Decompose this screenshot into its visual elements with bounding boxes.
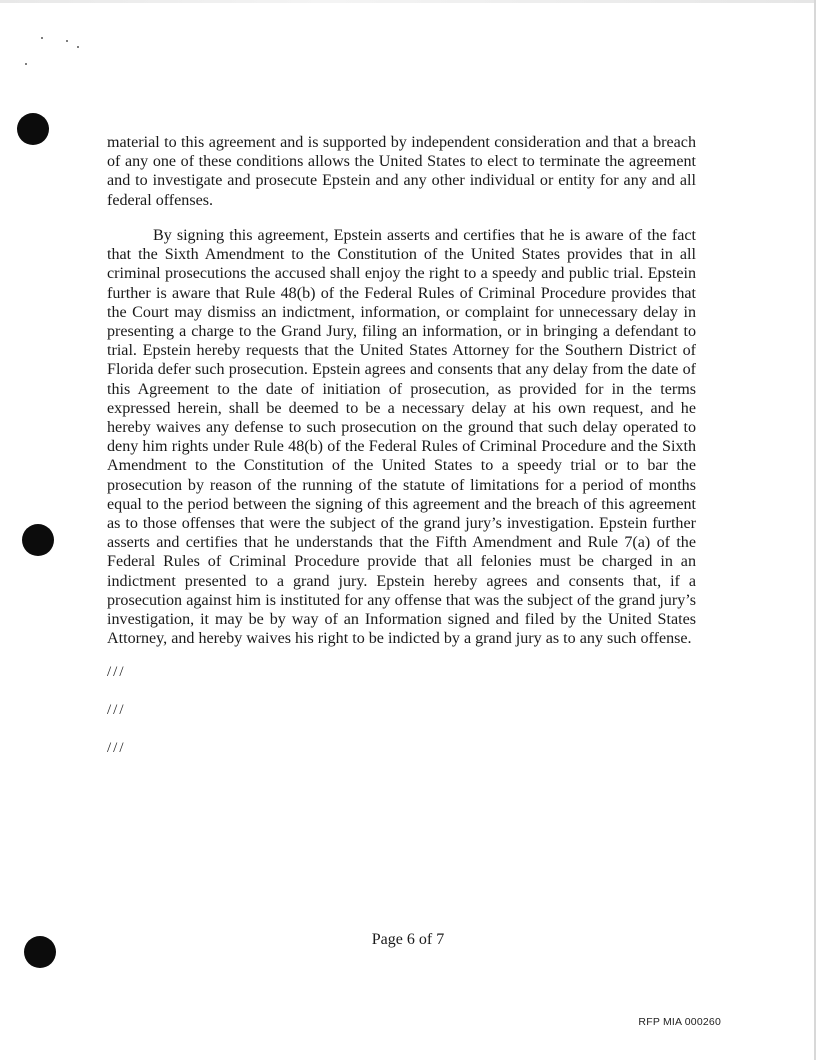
separator-2: /// <box>107 702 126 718</box>
scan-speck <box>77 46 79 48</box>
punch-hole-middle <box>22 524 54 556</box>
punch-hole-top <box>17 113 49 145</box>
page-number: Page 6 of 7 <box>371 931 445 948</box>
scan-speck <box>66 40 68 42</box>
scan-speck <box>25 63 27 65</box>
separator-1: /// <box>107 664 126 680</box>
scan-top-edge <box>0 0 816 3</box>
bates-stamp: RFP MIA 000260 <box>638 1016 721 1028</box>
paragraph-1: material to this agreement and is supported by independent consideration and that a breach of any one of these conditions allows the United States to elect to terminate the agreement and to investigate and prosecute Epstein and any other individual or entity for any and all federal offenses. <box>107 134 696 209</box>
separator-3: /// <box>107 740 126 756</box>
paragraph-2: By signing this agreement, Epstein asserts and certifies that he is aware of the fact that the Sixth Amendment to the Constitution of the United States provides that in all criminal prosecutions the accused shall enjoy the right to a speedy and public trial. Epstein further is aware that Rule 48(b) of the Federal Rules of Criminal Procedure provides that the Court may dismiss an indictment, information, or complaint for unnecessary delay in presenting a charge to the Grand Jury, filing an information, or in bringing a defendant to trial. Epstein hereby requests that the United States Attorney for the Southern District of Florida defer such prosecution. Epstein agrees and consents that any delay from the date of this Agreement to the date of initiation of prosecution, as provided for in the terms expressed herein, shall be deemed to be a necessary delay at his own request, and he hereby waives any defense to such prosecution on the ground that such delay operated to deny him rights under Rule 48(b) of the Federal Rules of Criminal Procedure and the Sixth Amendment to the Constitution of the United States to a speedy trial or to bar the prosecution by reason of the running of the statute of limitations for a period of months equal to the period between the signing of this agreement and the breach of this agreement as to those offenses that were the subject of the grand jury’s investigation. Epstein further asserts and certifies that he understands that the Fifth Amendment and Rule 7(a) of the Federal Rules of Criminal Procedure provide that all felonies must be charged in an indictment presented to a grand jury. Epstein hereby agrees and consents that, if a prosecution against him is instituted for any offense that was the subject of the grand jury’s investigation, it may be by way of an Information signed and filed by the United States Attorney, and hereby waives his right to be indicted by a grand jury as to any such offense. <box>107 227 696 648</box>
scan-speck <box>41 37 43 39</box>
